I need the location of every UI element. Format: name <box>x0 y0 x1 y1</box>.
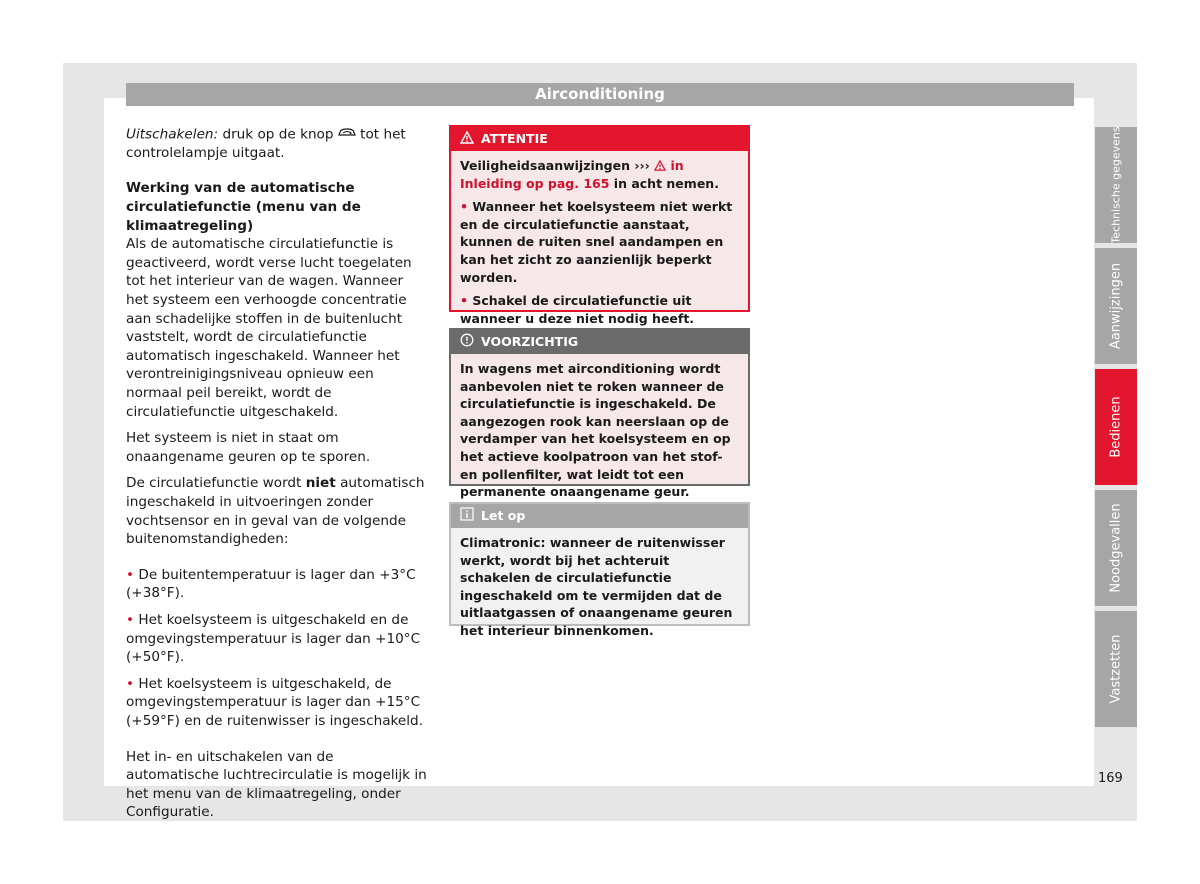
section-header: Airconditioning <box>126 83 1074 106</box>
tab-bedienen[interactable]: Bedienen <box>1095 369 1137 485</box>
menu-paragraph: Het in- en uitschakelen van de automatische luchtrecirculatie is mogelijk in het menu van de klimaatregeling, onder Configuratie. <box>126 748 427 821</box>
caution-header: VOORZICHTIG <box>451 330 748 354</box>
note-text: Climatronic: wanneer de ruitenwisser werkt, wordt bij het achteruit schakelen de circulatiefunctie ingeschakeld om te vermijden dat de uitlaatgassen of onaangename geuren het interieur binnenkomen. <box>460 535 733 638</box>
note-box <box>449 502 750 638</box>
detection-paragraph: Het systeem is niet in staat om onaangename geuren op te sporen. <box>126 430 371 465</box>
section-heading: Werking van de automatische circulatiefunctie (menu van de klimaatregeling) <box>126 180 361 234</box>
warning-ref-icon <box>654 158 666 173</box>
left-column <box>126 125 428 822</box>
list-item: • Het koelsysteem is uitgeschakeld en de omgevingstemperatuur is lager dan +10°C (+50°F). <box>126 611 421 666</box>
caution-text: In wagens met airconditioning wordt aanbevolen niet te roken wanneer de circulatiefunctie is ingeschakeld. De aangezogen rook kan neerslaan op de verdamper van het koelsysteem en op het actieve koolpatroon van het stof- en pollenfilter, wat leidt tot een permanente onaangename geur. <box>460 361 731 500</box>
warning-intro: Veiligheidsaanwijzingen ››› in Inleiding op pag. 165 in acht nemen. <box>460 158 719 191</box>
note-header: Let op <box>451 504 748 528</box>
tab-vastzetten[interactable]: Vastzetten <box>1095 611 1137 727</box>
info-icon <box>460 505 474 529</box>
warning-header: ATTENTIE <box>451 127 748 151</box>
list-item: • Wanneer het koelsysteem niet werkt en de circulatiefunctie aanstaat, kunnen de ruiten snel aandampen en kan het zicht zo aanzienlijk beperkt worden. <box>460 199 733 285</box>
conditions-paragraph: De circulatiefunctie wordt niet automatisch ingeschakeld in uitvoeringen zonder vochtsensor en in geval van de volgende buitenomstandigheden: <box>126 475 425 548</box>
description-paragraph: Als de automatische circulatiefunctie is geactiveerd, wordt verse lucht toegelaten tot het interieur van de wagen. Wanneer het systeem een verhoogde concentratie aan schadelijke stoffen in de buitenlucht vaststelt, wordt de circulatiefunctie automatisch ingeschakeld. Wanneer het verontreinigingsniveau opnieuw een normaal peil bereikt, wordt de circulatiefunctie uitgeschakeld. <box>126 236 412 420</box>
warning-box <box>449 125 750 326</box>
page-number: 169 <box>1098 771 1123 786</box>
list-item: • De buitentemperatuur is lager dan +3°C (+38°F). <box>126 566 416 602</box>
caution-box <box>449 328 750 500</box>
tab-noodgevallen[interactable]: Noodgevallen <box>1095 490 1137 606</box>
tab-aanwijzingen[interactable]: Aanwijzingen <box>1095 248 1137 364</box>
warning-triangle-icon <box>460 128 474 152</box>
list-item: • Het koelsysteem is uitgeschakeld, de omgevingstemperatuur is lager dan +15°C (+59°F) en de ruitenwisser is ingeschakeld. <box>126 675 424 729</box>
warning-ref-link[interactable]: in Inleiding op pag. 165 <box>460 158 684 191</box>
list-item: • Schakel de circulatiefunctie uit wanneer u deze niet nodig heeft. <box>460 293 695 326</box>
car-recirculation-icon <box>338 125 356 144</box>
tab-technische-gegevens[interactable]: Technische gegevens <box>1095 127 1137 243</box>
intro-paragraph: Uitschakelen: druk op de knop tot het controlelampje uitgaat. <box>126 126 406 161</box>
exclamation-circle-icon <box>460 331 474 355</box>
